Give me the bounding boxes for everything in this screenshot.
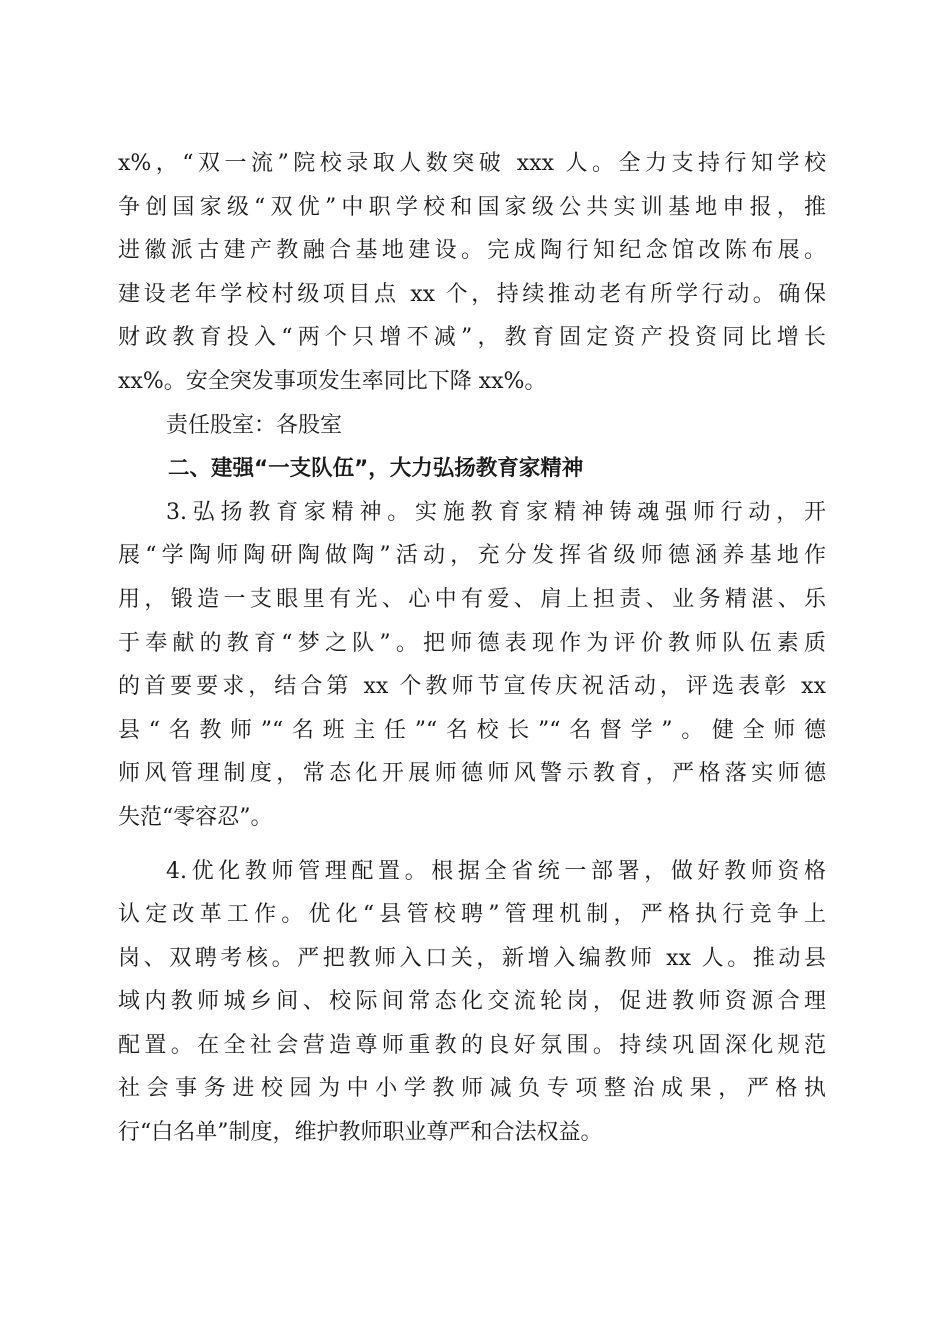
- text-line: 行“白名单”制度，维护教师职业尊严和合法权益。: [118, 1120, 603, 1146]
- responsibility-line: 责任股室：各股室: [166, 412, 343, 438]
- text-line: xx%。安全突发事项发生率同比下降 xx%。: [118, 368, 547, 394]
- paragraph-gap: [118, 840, 826, 850]
- text-line: 社会事务进校园为中小学教师减负专项整治成果，严格执: [118, 1076, 826, 1102]
- text-line: 争创国家级“双优”中职学校和国家级公共实训基地申报，推: [118, 194, 826, 220]
- text-line: 于奉献的教育“梦之队”。把师德表现作为评价教师队伍素质: [118, 630, 826, 656]
- paragraph-3: [118, 491, 826, 840]
- text-line: 展“学陶师陶研陶做陶”活动，充分发挥省级师德涵养基地作: [118, 543, 826, 569]
- text-line: 域内教师城乡间、校际间常态化交流轮岗，促进教师资源合理: [118, 989, 826, 1015]
- section-heading: 二、建强“一支队伍”，大力弘扬教育家精神: [168, 456, 584, 482]
- text-line: 师风管理制度，常态化开展师德师风警示教育，严格落实师德: [118, 761, 826, 787]
- text-line: 3.弘扬教育家精神。实施教育家精神铸魂强师行动，开: [166, 499, 826, 525]
- paragraph-continuation: [118, 142, 826, 404]
- text-line: 的首要要求，结合第 xx 个教师节宣传庆祝活动，评选表彰 xx: [118, 674, 826, 700]
- text-line: 财政教育投入“两个只增不减”，教育固定资产投资同比增长: [118, 325, 826, 351]
- text-line: 用，锻造一支眼里有光、心中有爱、肩上担责、业务精湛、乐: [118, 586, 826, 612]
- text-line: 认定改革工作。优化“县管校聘”管理机制，严格执行竞争上: [118, 902, 826, 928]
- text-line: 建设老年学校村级项目点 xx 个，持续推动老有所学行动。确保: [118, 281, 826, 307]
- text-line: 岗、双聘考核。严把教师入口关，新增入编教师 xx 人。推动县: [118, 945, 826, 971]
- text-line: 失范“零容忍”。: [118, 804, 273, 830]
- text-line: x%，“双一流”院校录取人数突破 xxx 人。全力支持行知学校: [118, 151, 826, 176]
- text-line: 县“名教师”“名班主任”“名校长”“名督学”。健全师德: [118, 717, 826, 743]
- text-line: 配置。在全社会营造尊师重教的良好氛围。持续巩固深化规范: [118, 1032, 826, 1058]
- paragraph-4: [118, 850, 826, 1155]
- text-line: 进徽派古建产教融合基地建设。完成陶行知纪念馆改陈布展。: [118, 238, 826, 264]
- document-page: [118, 142, 826, 1155]
- text-line: 4.优化教师管理配置。根据全省统一部署，做好教师资格: [166, 858, 826, 884]
